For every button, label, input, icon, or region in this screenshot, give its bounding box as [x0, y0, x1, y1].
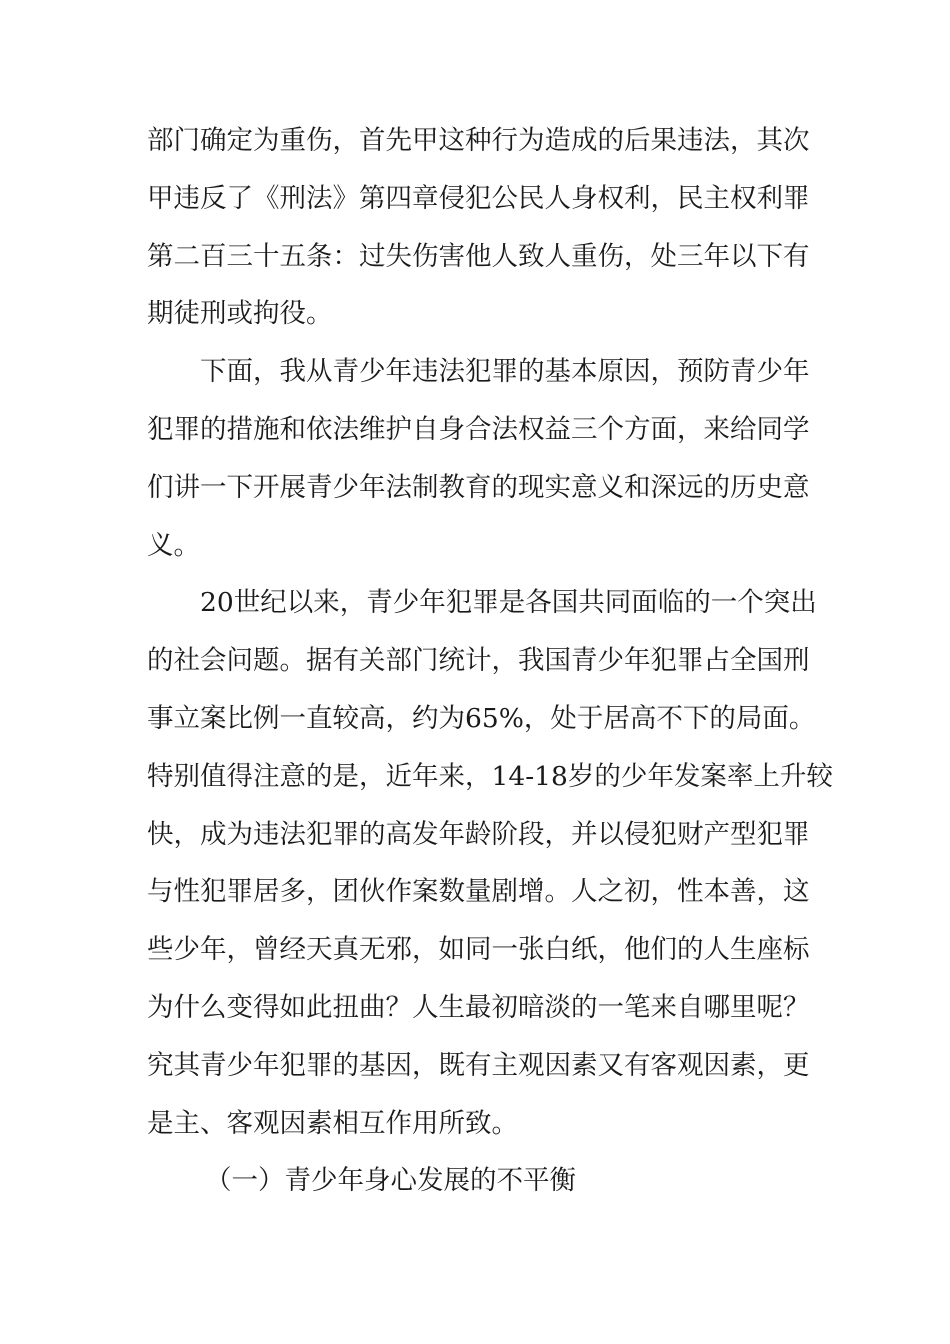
text-line: 是主、客观因素相互作用所致。	[147, 1107, 518, 1139]
text-line: 犯罪的措施和依法维护自身合法权益三个方面，来给同学	[147, 413, 810, 445]
text-line: 与性犯罪居多，团伙作案数量剧增。人之初，性本善，这	[147, 876, 810, 908]
text-line: 快，成为违法犯罪的高发年龄阶段，并以侵犯财产型犯罪	[147, 818, 810, 850]
text-line: 为什么变得如此扭曲？人生最初暗淡的一笔来自哪里呢？	[147, 991, 810, 1023]
text-line: 期徒刑或拘役。	[147, 298, 333, 330]
text-line: 部门确定为重伤，首先甲这种行为造成的后果违法，其次	[147, 125, 810, 156]
text-line: 义。	[147, 529, 200, 561]
section-heading: （一）青少年身心发展的不平衡	[205, 1165, 576, 1197]
body-text	[147, 112, 833, 1210]
text-line: 第二百三十五条：过失伤害他人致人重伤，处三年以下有	[147, 240, 810, 272]
text-line: 们讲一下开展青少年法制教育的现实意义和深远的历史意	[147, 471, 810, 503]
text-line: 20世纪以来，青少年犯罪是各国共同面临的一个突出	[200, 587, 817, 619]
text-line: 下面，我从青少年违法犯罪的基本原因，预防青少年	[200, 356, 810, 388]
text-line: 些少年，曾经天真无邪，如同一张白纸，他们的人生座标	[147, 934, 810, 966]
text-line: 特别值得注意的是，近年来，14-18岁的少年发案率上升较	[147, 760, 833, 792]
text-line: 甲违反了《刑法》第四章侵犯公民人身权利，民主权利罪	[147, 182, 810, 214]
text-line: 事立案比例一直较高，约为65%，处于居高不下的局面。	[147, 702, 816, 734]
text-line: 的社会问题。据有关部门统计，我国青少年犯罪占全国刑	[147, 645, 810, 677]
text-line: 究其青少年犯罪的基因，既有主观因素又有客观因素，更	[147, 1049, 810, 1081]
